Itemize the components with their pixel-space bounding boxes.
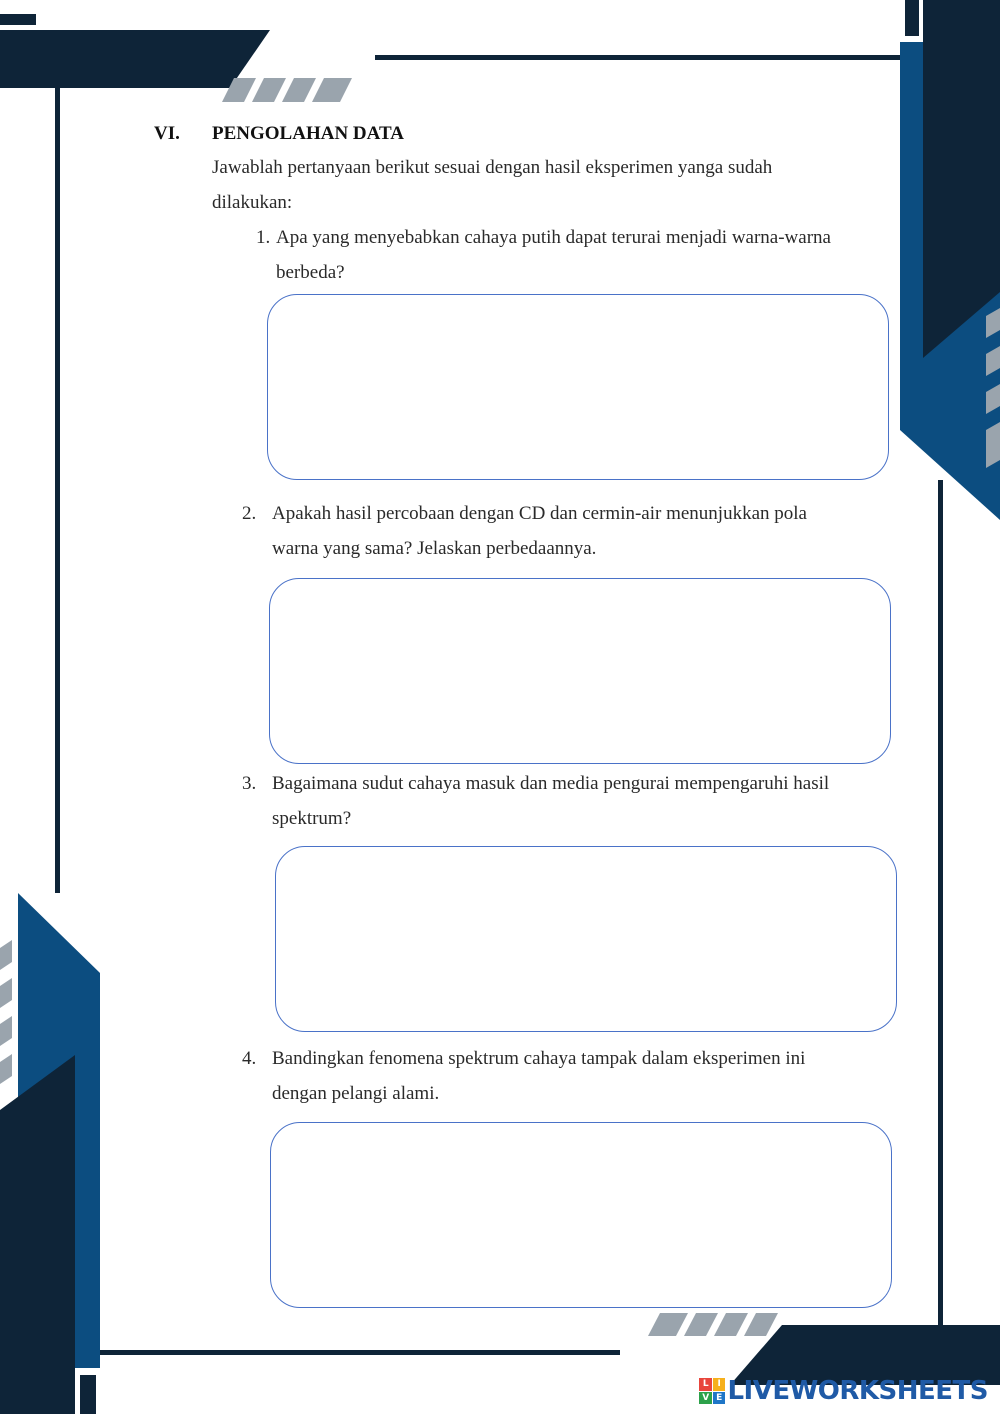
liveworksheets-logo-icon (699, 1378, 725, 1404)
logo-letter-v: V (699, 1392, 712, 1405)
question-3-line-1: Bagaimana sudut cahaya masuk dan media pengurai mempengaruhi hasil (272, 773, 830, 794)
question-2-line-2: warna yang sama? Jelaskan perbedaannya. (272, 538, 597, 559)
question-3-number: 3. (242, 773, 257, 794)
answer-box-3[interactable] (275, 846, 897, 1032)
frame-left-line (55, 88, 60, 893)
logo-letter-e: E (713, 1392, 726, 1405)
top-left-stripes (222, 78, 352, 102)
top-left-tab (0, 14, 36, 25)
bottom-left-navy (0, 1055, 75, 1414)
question-3-line-2: spektrum? (272, 808, 352, 829)
instruction-line-1: Jawablah pertanyaan berikut sesuai dengan hasil eksperimen yanga sudah (212, 157, 773, 178)
top-left-band (0, 30, 270, 88)
answer-box-2[interactable] (269, 578, 891, 764)
frame-bottom-line (100, 1350, 620, 1355)
liveworksheets-brand[interactable] (699, 1376, 988, 1406)
bottom-right-stripes (648, 1313, 778, 1336)
bottom-left-stripes (0, 940, 12, 1084)
answer-box-4[interactable] (270, 1122, 892, 1308)
question-4-line-1: Bandingkan fenomena spektrum cahaya tampak dalam eksperimen ini (272, 1048, 806, 1069)
question-2-line-1: Apakah hasil percobaan dengan CD dan cermin-air menunjukkan pola (272, 503, 807, 524)
top-right-tab (905, 0, 919, 36)
question-4-line-2: dengan pelangi alami. (272, 1083, 440, 1104)
section-number: VI. (154, 123, 180, 144)
logo-letter-i: I (713, 1378, 726, 1391)
section-title: PENGOLAHAN DATA (212, 123, 404, 144)
frame-right-line (938, 480, 943, 1325)
instruction-line-2: dilakukan: (212, 192, 293, 213)
question-4-number: 4. (242, 1048, 257, 1069)
question-2-number: 2. (242, 503, 257, 524)
bottom-left-tab (80, 1375, 96, 1414)
frame-top-line (375, 55, 905, 60)
answer-box-1[interactable] (267, 294, 889, 480)
question-1-line-2: berbeda? (276, 262, 345, 283)
brand-text: LIVEWORKSHEETS (727, 1376, 988, 1406)
logo-letter-l: L (699, 1378, 712, 1391)
question-1-line-1: Apa yang menyebabkan cahaya putih dapat terurai menjadi warna-warna (276, 227, 831, 248)
question-1-number: 1. (256, 227, 271, 248)
